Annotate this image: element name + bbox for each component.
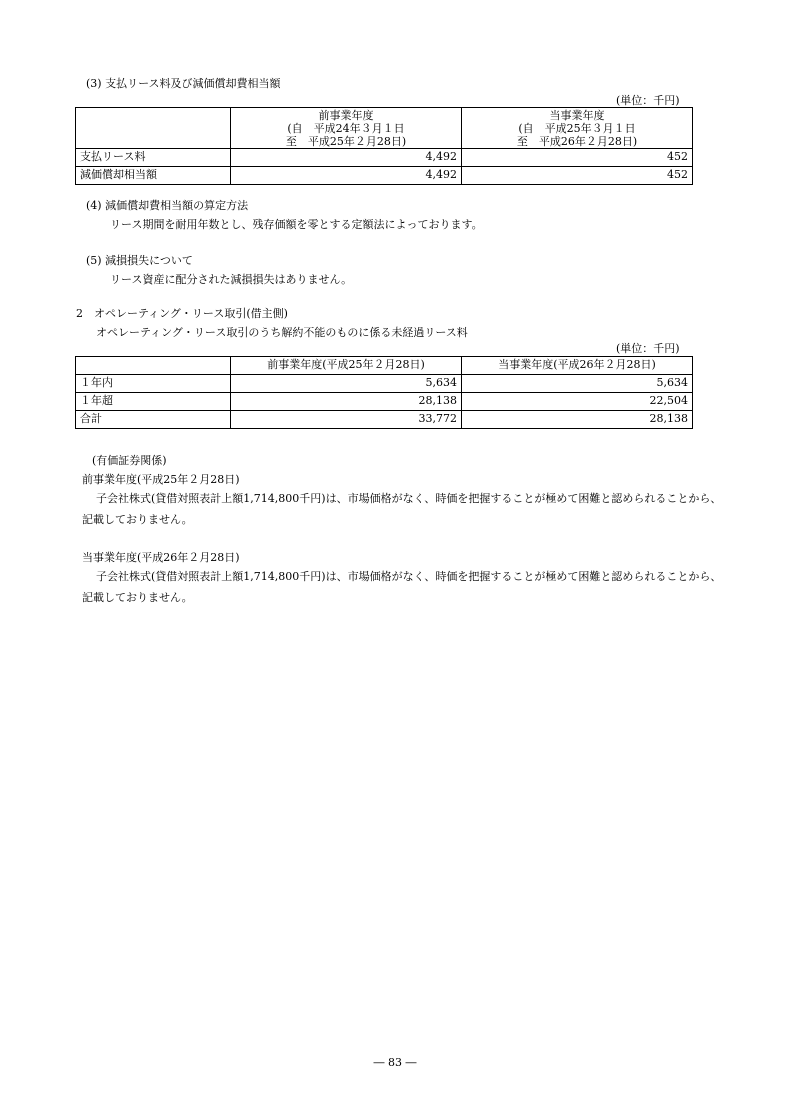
- row-label: 合計: [76, 411, 231, 429]
- curr-year-to: 至 平成26年２月28日): [516, 134, 638, 148]
- operating-lease-unit: (単位：千円): [616, 342, 680, 355]
- securities-prev-heading: 前事業年度(平成25年２月28日): [82, 473, 240, 486]
- prev-year-from: (自 平成24年３月１日: [287, 121, 405, 135]
- table-row: [76, 375, 693, 393]
- header-curr-year: [462, 108, 693, 149]
- row-curr-value: 28,138: [462, 411, 693, 429]
- section-3-unit: (単位：千円): [616, 94, 680, 107]
- header-prev-year: [231, 108, 462, 149]
- row-curr-value: 452: [462, 149, 693, 167]
- header-curr-year: 当事業年度(平成26年２月28日): [462, 357, 693, 375]
- securities-curr-body: 子会社株式(貸借対照表計上額1,714,800千円)は、市場価格がなく、時価を把握することが極めて困難と認められることから、記載しておりません。: [82, 570, 722, 604]
- securities-title: (有価証券関係): [92, 454, 167, 467]
- page-number: ― 83 ―: [373, 1056, 417, 1069]
- lease-expense-table: [75, 107, 693, 185]
- operating-lease-table: [75, 356, 693, 429]
- table-row: [76, 393, 693, 411]
- header-prev-year: 前事業年度(平成25年２月28日): [231, 357, 462, 375]
- row-curr-value: 5,634: [462, 375, 693, 393]
- table-header-row: [76, 357, 693, 375]
- row-prev-value: 33,772: [231, 411, 462, 429]
- row-prev-value: 28,138: [231, 393, 462, 411]
- header-empty-cell: [76, 357, 231, 375]
- curr-year-label: 当事業年度: [549, 108, 605, 122]
- section-3-title: (3) 支払リース料及び減価償却費相当額: [86, 77, 281, 90]
- row-prev-value: 5,634: [231, 375, 462, 393]
- prev-year-label: 前事業年度: [318, 108, 374, 122]
- row-label: 減価償却相当額: [76, 167, 231, 185]
- section-4-body: リース期間を耐用年数とし、残存価額を零とする定額法によっております。: [110, 218, 483, 231]
- row-label: １年超: [76, 393, 231, 411]
- table-row: [76, 149, 693, 167]
- table-header-row: [76, 108, 693, 149]
- row-prev-value: 4,492: [231, 167, 462, 185]
- prev-year-to: 至 平成25年２月28日): [285, 134, 407, 148]
- section-5-body: リース資産に配分された減損損失はありません。: [110, 273, 353, 286]
- section-4-title: (4) 減価償却費相当額の算定方法: [86, 199, 249, 212]
- securities-curr-heading: 当事業年度(平成26年２月28日): [82, 551, 240, 564]
- securities-prev-body: 子会社株式(貸借対照表計上額1,714,800千円)は、市場価格がなく、時価を把握することが極めて困難と認められることから、記載しておりません。: [82, 492, 722, 526]
- table-row: [76, 167, 693, 185]
- row-label: １年内: [76, 375, 231, 393]
- table-row: [76, 411, 693, 429]
- row-prev-value: 4,492: [231, 149, 462, 167]
- row-curr-value: 452: [462, 167, 693, 185]
- operating-lease-subtitle: オペレーティング・リース取引のうち解約不能のものに係る未経過リース料: [96, 326, 468, 339]
- curr-year-from: (自 平成25年３月１日: [518, 121, 636, 135]
- row-label: 支払リース料: [76, 149, 231, 167]
- operating-lease-title: 2 オペレーティング・リース取引(借主側): [76, 307, 288, 320]
- header-empty-cell: [76, 108, 231, 149]
- section-5-title: (5) 減損損失について: [86, 254, 193, 267]
- row-curr-value: 22,504: [462, 393, 693, 411]
